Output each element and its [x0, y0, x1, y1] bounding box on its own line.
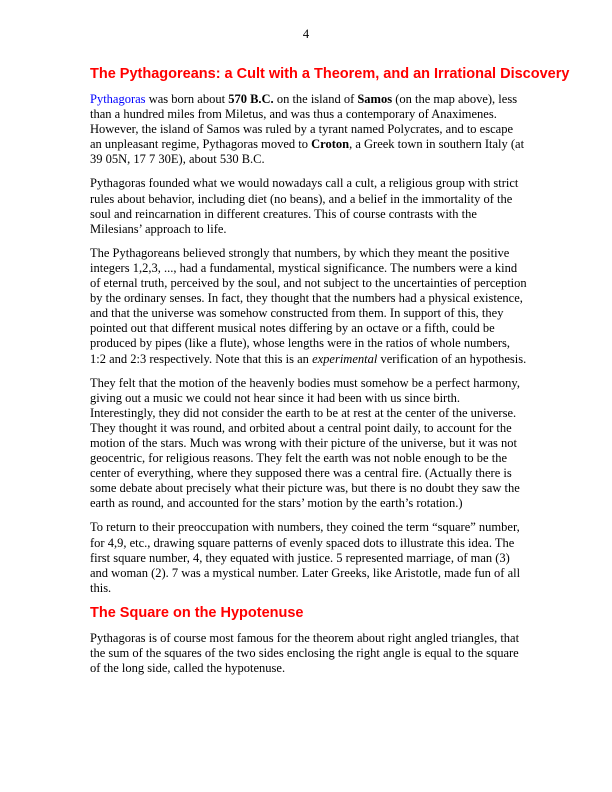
- text-segment: Samos: [357, 92, 393, 106]
- paragraph-3: [90, 246, 527, 367]
- paragraph-5: [90, 520, 527, 595]
- heading-square-hypotenuse: The Square on the Hypotenuse: [90, 604, 304, 621]
- paragraph-1: [90, 92, 527, 167]
- text-segment: Pythagoras is of course most famous for the theorem about right angled triangles, that the sum of the squares of the two sides enclosing the right angle is equal to the square of the long side, called the hypotenuse.: [90, 630, 520, 676]
- text-segment: 570 B.C.: [228, 92, 274, 106]
- text-segment: The Pythagoreans believed strongly that numbers, by which they meant the positive integers 1,2,3, ..., had a fundamental, mystical significance. The numbers were a kind of eternal truth, perceived by the soul, and not subject to the uncertainties of perception by the ordinary senses. In fact, they thought that the numbers had a physical existence, and that the universe was somehow constructed from them. In support of this, they pointed out that different musical notes differing by an octave or a fifth, could be produced by pipes (like a flute), whose lengths were in the ratios of whole numbers, 1:2 and 2:3 respectively. Note that this is an: [90, 245, 527, 366]
- page-content: [90, 66, 570, 685]
- text-segment: Croton: [311, 137, 350, 152]
- paragraph-2: [90, 176, 527, 236]
- heading-pythagoreans: The Pythagoreans: a Cult with a Theorem, and an Irrational Discovery: [90, 66, 570, 82]
- page-number: 4: [302, 27, 310, 41]
- text-segment: To return to their preoccupation with numbers, they coined the term “square” number, for 4,9, etc., drawing square patterns of evenly spaced dots to illustrate this idea. The first square number, 4, they equated with justice. 5 represented marriage, of man (3) and woman (2). 7 was a mystical number. Later Greeks, like Aristotle, made fun of all this.: [90, 520, 521, 595]
- paragraph-4: [90, 376, 527, 512]
- text-segment: They felt that the motion of the heavenly bodies must somehow be a perfect harmony, giving out a music we could not hear since it had been with us since birth. Interestingly, they did not consider the earth to be at rest at the center of the universe. They thought it was round, and orbited about a central point daily, to account for the motion of the stars. Much was wrong with their picture of the universe, but it was not geocentric, for religious reasons. They felt the earth was not noble enough to be the center of everything, where they supposed there was a central fire. (Actually there is some debate about precisely what their picture was, but there is no doubt they saw the earth as round, and accounted for the stars’ motion by the earth’s rotation.): [90, 375, 520, 511]
- text-segment: was born about: [145, 92, 229, 106]
- text-segment: verification of an hypothesis.: [377, 351, 527, 366]
- text-segment: (on the map above), less than a hundred miles from Miletus, and was thus a contemporary of Anaximenes. However, the island of Samos was ruled by a tyrant named Polycrates, and to escape an unpleasant regime, Pythagoras moved to: [90, 92, 518, 152]
- text-segment: Pythagoras founded what we would nowadays call a cult, a religious group with strict rules about behavior, including diet (no beans), and a belief in the immortality of the soul and reincarnation in different creatures. This of course contrasts with the Milesians’ approach to life.: [90, 176, 519, 236]
- paragraph-7: [90, 631, 527, 676]
- pythagoras-link[interactable]: Pythagoras: [90, 92, 146, 106]
- text-segment: experimental: [312, 351, 378, 366]
- text-segment: , a Greek town in southern Italy (at 39 05N, 17 7 30E), about 530 B.C.: [90, 137, 525, 167]
- text-segment: on the island of: [273, 92, 358, 106]
